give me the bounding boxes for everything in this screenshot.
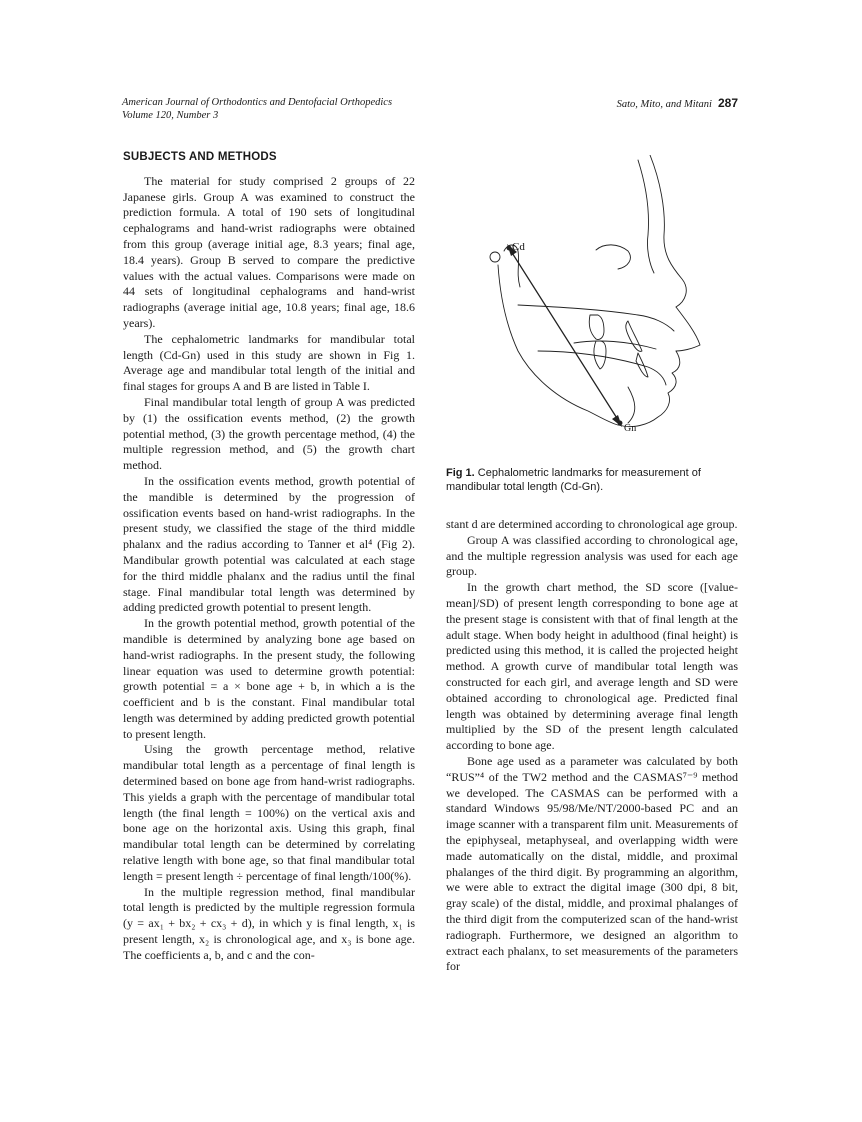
paragraph: Group A was classified according to chronological age, and the multiple regression analysis was used for each age group. — [446, 532, 738, 579]
cephalometric-tracing — [478, 155, 728, 450]
nose-outline — [676, 307, 700, 351]
figure-caption — [446, 466, 741, 494]
journal-name: American Journal of Orthodontics and Dentofacial Orthopedics — [122, 97, 393, 108]
volume-number: Volume 120, Number 3 — [122, 110, 219, 121]
cd-label: Cd — [512, 241, 525, 253]
left-column — [123, 150, 415, 964]
paragraph: In the growth chart method, the SD score ([value-mean]/SD) of present length corresponding to bone age at the present stage is consistent with that of final length at the adult stage. When body height in adulthood (final height) is predicted using this method, it is called the projected height method. A growth curve of mandibular total length was constructed for each girl, and average length and SD were obtained according to chronological age. Predicted final length was obtained by determining average final length multiplied by the SD of the present length calculated according to bone age. — [446, 580, 738, 753]
lip-outline — [618, 351, 680, 427]
paragraph: stant d are determined according to chronological age group. — [446, 517, 738, 531]
running-header-left — [122, 96, 392, 122]
paragraph: Bone age used as a parameter was calculated by both “RUS”⁴ of the TW2 method and the CASMAS⁷⁻⁹ method we developed. The CASMAS can be performed with a standard Windows 95/98/Me/NT/2000-based PC and an image scanner with a transparent film unit. Measurements of the epiphyseal, metaphyseal, and overlapping width were made automatically on the distal, middle, and proximal phalanges of the third digit. By programming an algorithm, we were able to extract the digital image (300 dpi, 8 bit, gray scale) of the distal, middle, and proximal phalanges of the third digit from the computerized scan of the hand-wrist radiograph. Furthermore, we designed an algorithm to extract each phalanx, to set measurements of the parameters for — [446, 753, 738, 974]
molar-upper — [589, 315, 604, 340]
author-names: Sato, Mito, and Mitani — [616, 99, 712, 110]
paragraph: In the growth potential method, growth potential of the mandible is determined by analyzing bone age based on hand-wrist radiographs. In the present study, the following linear equation was used to determine growth potential: growth potential = a × bone age + b, in which a is the coefficient and b is the constant. Final mandibular total length was determined by adding predicted growth potential to present length. — [123, 616, 415, 741]
caption-label: Fig 1. — [446, 467, 475, 479]
running-header-right — [617, 96, 738, 110]
palate-outline — [518, 305, 674, 331]
chin-symphysis — [628, 387, 635, 423]
paragraph: In the multiple regression method, final mandibular total length is predicted by the multiple regression formula (y = ax₁ + bx₂ + cx₃ + d), in which y is final length, x₁ is present length, x₂ is chronological age, and x₃ is bone age. The coefficients a, b, and c and the con- — [123, 884, 415, 962]
figure-1 — [478, 155, 728, 450]
paragraph: The material for study comprised 2 groups of 22 Japanese girls. Group A was examined to construct the prediction formula. A total of 190 sets of longitudinal cephalograms and hand-wrist radiographs were obtained from this group (average initial age, 8.3 years; final age, 18.4 years). Group B served to compare the predictive values with the actual values. Comparisons were made on 44 sets of longitudinal cephalograms and hand-wrist radiographs (average initial age, 10.8 years; final age, 18.6 years). — [123, 173, 415, 330]
orbit-outline — [596, 245, 630, 269]
paragraph: Using the growth percentage method, relative mandibular total length as a percentage of final length is determined based on bone age from hand-wrist radiographs. This yields a graph with the percentage of mandibular total length (the final length = 100%) on the vertical axis and bone age on the horizontal axis. Using this graph, final mandibular total length can be determined by correlating relative length with bone age, so that final mandibular total length = present length ÷ percentage of final length/100(%). — [123, 742, 415, 883]
page-number: 287 — [717, 96, 738, 110]
gn-label: Gn — [624, 423, 637, 434]
right-column — [446, 517, 738, 975]
paragraph: In the ossification events method, growth potential of the mandible is determined by the progression of ossification events based on hand-wrist radiographs. In the present study, we classified the stage of the third middle phalanx and the radius according to Tanner et al⁴ (Fig 2). Mandibular growth potential was calculated at each stage for the third middle phalanx and the radius until the final stage. Final mandibular total length was determined by adding predicted growth potential to present length. — [123, 473, 415, 615]
incisor-upper — [626, 321, 642, 351]
caption-text: Cephalometric landmarks for measurement of mandibular total length (Cd-Gn). — [446, 467, 701, 493]
occlusal-outline — [574, 341, 656, 349]
skull-outline — [638, 160, 654, 273]
porion-circle — [490, 252, 500, 262]
forehead-outline — [650, 155, 686, 307]
paragraph: The cephalometric landmarks for mandibular total length (Cd-Gn) used in this study are shown in Fig 1. Average age and mandibular total length of the initial and final stages for groups A and B are listed in Table I. — [123, 331, 415, 394]
section-heading: SUBJECTS AND METHODS — [123, 151, 277, 163]
ramus-outline — [498, 265, 618, 425]
paragraph: Final mandibular total length of group A was predicted by (1) the ossification events method, (2) the growth potential method, (3) the growth percentage method, (4) the multiple regression method, and (5) the growth chart method. — [123, 394, 415, 473]
